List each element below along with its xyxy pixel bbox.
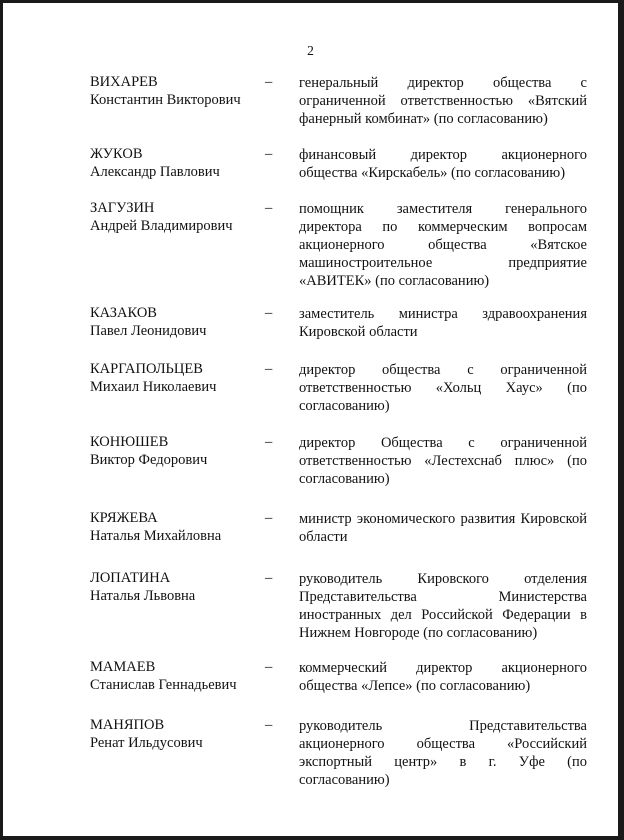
dash-separator: – — [265, 434, 273, 450]
member-given-names: Наталья Львовна — [90, 588, 196, 604]
member-position: директор Общества с ограниченной ответственностью «Лестехснаб плюс» (по согласованию) — [299, 435, 587, 487]
dash-separator: – — [265, 74, 273, 90]
dash-separator: – — [265, 510, 273, 526]
member-given-names: Константин Викторович — [90, 92, 241, 108]
member-surname: ЛОПАТИНА — [90, 570, 171, 586]
member-position: руководитель Кировского отделения Представительства Министерства иностранных дел Российской Федерации в Нижнем Новгороде (по согласованию) — [299, 571, 587, 641]
member-position: генеральный директор общества с ограниченной ответственностью «Вятский фанерный комбинат» (по согласованию) — [299, 75, 587, 127]
member-given-names: Андрей Владимирович — [90, 218, 233, 234]
member-surname: КАЗАКОВ — [90, 305, 157, 321]
member-position: министр экономического развития Кировской области — [299, 511, 587, 545]
member-given-names: Павел Леонидович — [90, 323, 207, 339]
member-surname: ЗАГУЗИН — [90, 200, 155, 216]
document-page — [3, 3, 618, 836]
page-number: 2 — [307, 43, 314, 58]
member-given-names: Станислав Геннадьевич — [90, 677, 237, 693]
member-position: руководитель Представительства акционерного общества «Российский экспортный центр» в г. Уфе (по согласованию) — [299, 718, 587, 788]
member-surname: КОНЮШЕВ — [90, 434, 169, 450]
member-position: коммерческий директор акционерного общества «Лепсе» (по согласованию) — [299, 660, 587, 694]
member-surname: КРЯЖЕВА — [90, 510, 158, 526]
member-given-names: Виктор Федорович — [90, 452, 208, 468]
dash-separator: – — [265, 200, 273, 216]
member-position: помощник заместителя генерального директора по коммерческим вопросам акционерного общества «Вятское машиностроительное предприятие «АВИТЕК» (по согласованию) — [299, 201, 587, 289]
member-given-names: Ренат Ильдусович — [90, 735, 203, 751]
member-given-names: Наталья Михайловна — [90, 528, 222, 544]
member-surname: МАМАЕВ — [90, 659, 156, 675]
member-position: финансовый директор акционерного общества «Кирскабель» (по согласованию) — [299, 147, 587, 181]
member-position: директор общества с ограниченной ответственностью «Хольц Хаус» (по согласованию) — [299, 362, 587, 414]
dash-separator: – — [265, 305, 273, 321]
dash-separator: – — [265, 659, 273, 675]
member-surname: МАНЯПОВ — [90, 717, 165, 733]
dash-separator: – — [265, 361, 273, 377]
member-given-names: Александр Павлович — [90, 164, 220, 180]
member-surname: ВИХАРЕВ — [90, 74, 158, 90]
member-surname: ЖУКОВ — [90, 146, 143, 162]
member-position: заместитель министра здравоохранения Кировской области — [299, 306, 587, 340]
member-given-names: Михаил Николаевич — [90, 379, 217, 395]
dash-separator: – — [265, 717, 273, 733]
dash-separator: – — [265, 146, 273, 162]
member-surname: КАРГАПОЛЬЦЕВ — [90, 361, 203, 377]
dash-separator: – — [265, 570, 273, 586]
